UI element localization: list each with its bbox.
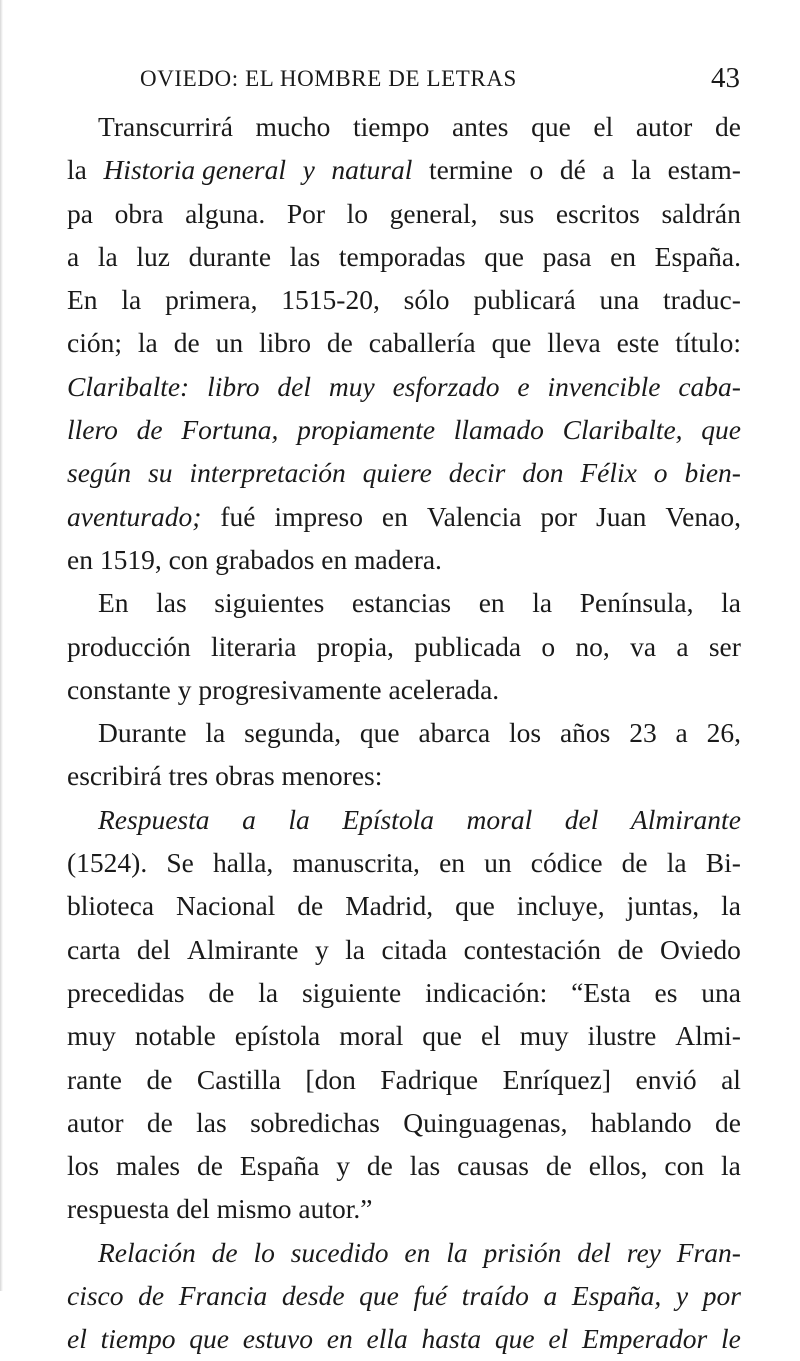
- text-line: cisco de Francia desde que fué traído a España, y por: [67, 1280, 741, 1312]
- text-line: Durante la segunda, que abarca los años 23 a 26,: [98, 717, 741, 749]
- text-line: llero de Fortuna, propiamente llamado Claribalte, que: [67, 414, 741, 446]
- text-line: en 1519, con grabados en madera.: [67, 543, 442, 575]
- text-line: Relación de lo sucedido en la prisión del rey Fran-: [98, 1236, 741, 1268]
- text-line: Respuesta a la Epístola moral del Almirante: [98, 803, 741, 835]
- page-edge: [0, 0, 3, 1291]
- text-line: constante y progresivamente acelerada.: [67, 673, 500, 705]
- text-line: según su interpretación quiere decir don Félix o bien-: [67, 457, 741, 489]
- text-line: precedidas de la siguiente indicación: “Esta es una: [67, 976, 741, 1008]
- text-line: Transcurrirá mucho tiempo antes que el autor de: [98, 111, 741, 142]
- text-line: rante de Castilla [don Fadrique Enríquez] envió al: [67, 1063, 741, 1095]
- text-line: pa obra alguna. Por lo general, sus escritos saldrán: [67, 197, 741, 229]
- text-line: la Historia general y natural termine o dé a la estam-: [67, 148, 741, 191]
- body-text: [67, 105, 741, 1361]
- text-line: autor de las sobredichas Quinguagenas, hablando de: [67, 1106, 741, 1138]
- text-line: el tiempo que estuvo en ella hasta que el Emperador le: [67, 1323, 741, 1355]
- text-line: Claribalte: libro del muy esforzado e invencible caba-: [67, 370, 741, 402]
- text-line: a la luz durante las temporadas que pasa en España.: [67, 240, 741, 272]
- text-line: (1524). Se halla, manuscrita, en un códice de la Bi-: [67, 847, 741, 879]
- page-header: [140, 62, 740, 102]
- text-line: aventurado; fué impreso en Valencia por Juan Venao,: [67, 500, 741, 532]
- italic-title: Historia general: [103, 154, 287, 186]
- running-head: OVIEDO: EL HOMBRE DE LETRAS: [140, 66, 517, 91]
- text-line: carta del Almirante y la citada contestación de Oviedo: [67, 933, 741, 965]
- text-line: escribirá tres obras menores:: [67, 760, 383, 792]
- text-line: ción; la de un libro de caballería que lleva este título:: [67, 327, 741, 359]
- text-line: En la primera, 1515-20, sólo publicará una traduc-: [67, 284, 741, 316]
- text-line: los males de España y de las causas de ellos, con la: [67, 1150, 741, 1182]
- text-line: En las siguientes estancias en la Península, la: [98, 587, 741, 619]
- text-line: producción literaria propia, publicada o no, va a ser: [67, 630, 741, 662]
- text-line: blioteca Nacional de Madrid, que incluye, juntas, la: [67, 890, 741, 922]
- text-line: muy notable epístola moral que el muy ilustre Almi-: [67, 1020, 741, 1052]
- page-number: 43: [711, 62, 740, 94]
- text-line: respuesta del mismo autor.”: [67, 1193, 373, 1225]
